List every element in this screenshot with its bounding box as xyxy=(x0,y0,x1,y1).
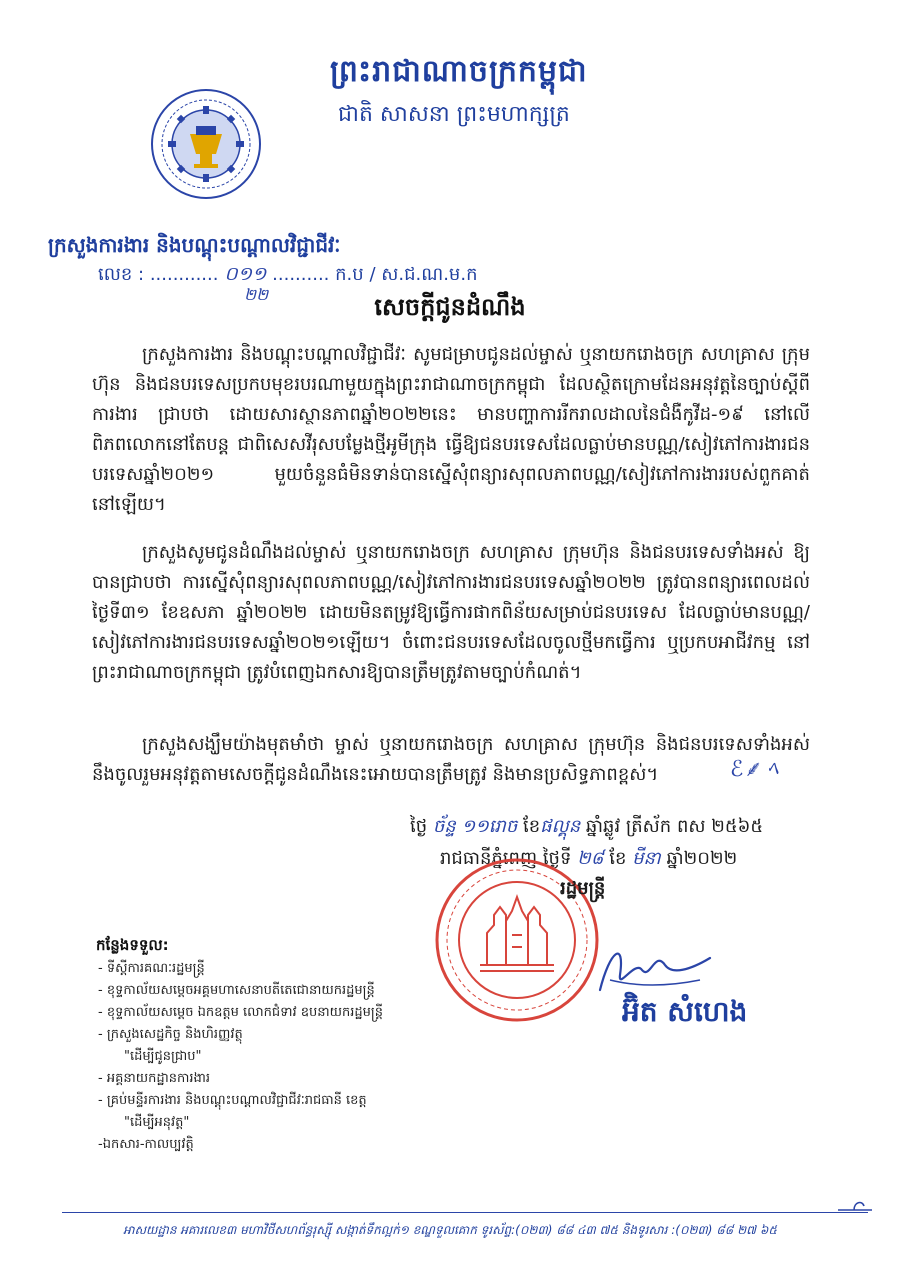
month-label: ខែ xyxy=(523,816,541,837)
lunar-day: ច័ន្ទ ១១រោច xyxy=(432,816,518,837)
recipient-note: "ដើម្បីអនុវត្ត" xyxy=(124,1115,190,1130)
body-paragraph-3: ក្រសួងសង្ឃឹមយ៉ាងមុតមាំថា ម្ចាស់ ឬនាយករោងចក្រ សហគ្រាស ក្រុមហ៊ុន និងជនបរទេសទាំងអស់ នឹងចូលរួមអនុវត្តតាមសេចក្តីជូនដំណឹងនេះអោយបានត្រឹមត្រូវ និងមានប្រសិទ្ធភាពខ្ពស់។ xyxy=(92,734,810,785)
ministry-logo xyxy=(150,88,262,200)
reference-number: ០១១ xyxy=(224,263,267,285)
date-prefix: ថ្ងៃ xyxy=(410,816,428,837)
recipients-title: កន្លែងទទួល: xyxy=(96,936,169,954)
notice-title: សេចក្តីជូនដំណឹង xyxy=(374,293,526,321)
solar-day: ២៨ xyxy=(577,848,604,869)
lunar-year: ឆ្នាំឆ្លូវ ត្រីស័ក ពស ២៥៦៥ xyxy=(585,816,764,837)
minister-title: រដ្ឋមន្ត្រី xyxy=(560,878,606,899)
solar-month: មីនា xyxy=(632,848,661,869)
recipient-note: "ដើម្បីជូនជ្រាប" xyxy=(124,1049,202,1064)
handwritten-initials: ℰ⸙ ﾍ xyxy=(730,757,778,782)
ministry-name: ក្រសួងការងារ និងបណ្តុះបណ្តាលវិជ្ជាជីវៈ xyxy=(48,233,341,257)
recipient-item: - ខុទ្ទកាល័យសម្តេចអគ្គមហាសេនាបតីតេជោនាយករដ្ឋមន្ត្រី xyxy=(98,983,375,998)
recipient-item: - ទីស្តីការគណៈរដ្ឋមន្ត្រី xyxy=(98,961,205,976)
national-motto: ជាតិ សាសនា ព្រះមហាក្សត្រ xyxy=(338,102,570,127)
reference-suffix: / ស.ជ.ណ.ម.ក xyxy=(369,264,478,285)
footer-address: អាសយដ្ឋាន អគារលេខ៣ មហាវិថីសហព័ន្ធរុស្ស៊ី សង្កាត់ទឹកល្អក់១ ខណ្ឌទួលគោក ទូរស័ព្ទ:(០២៣) ៨៨ ៤៣ ៧៥ និងទូរសារ :(០២៣) ៨៨ ២៧ ៦៥ xyxy=(123,1223,777,1237)
recipient-item: - ខុទ្ទកាល័យសម្តេច ឯកឧត្តម លោកជំទាវ ឧបនាយករដ្ឋមន្ត្រី xyxy=(98,1005,384,1020)
recipient-item: - គ្រប់មន្ទីរការងារ និងបណ្តុះបណ្តាលវិជ្ជាជីវៈរាជធានី ខេត្ត xyxy=(98,1093,367,1108)
footer-divider xyxy=(62,1212,868,1213)
recipient-item: - អគ្គនាយកដ្ឋានការងារ xyxy=(98,1071,210,1086)
lunar-date-line xyxy=(410,814,763,841)
signer-name: អ៊ិត សំហេង xyxy=(622,995,748,1028)
solar-year: ឆ្នាំ២០២២ xyxy=(666,848,738,869)
recipient-item: - ក្រសួងសេដ្ឋកិច្ច និងហិរញ្ញវត្ថុ xyxy=(98,1027,243,1042)
body-paragraph-2: ក្រសួងសូមជូនដំណឹងដល់ម្ចាស់ ឬនាយករោងចក្រ សហគ្រាស ក្រុមហ៊ុន និងជនបរទេសទាំងអស់ ឱ្យបានជ្រាបថា ការស្នើសុំពន្យារសុពលភាពបណ្ណ/សៀវភៅការងារជនបរទេសឆ្នាំ២០២២ ត្រូវបានពន្យារពេលដល់ថ្ងៃទី៣១ ខែឧសភា ឆ្នាំ២០២២ ដោយមិនតម្រូវឱ្យធ្វើការផាកពិន័យសម្រាប់ជនបរទេស ដែលធ្លាប់មានបណ្ណ/សៀវភៅការងារជនបរទេសឆ្នាំ២០២១ឡើយ។ ចំពោះជនបរទេសដែលចូលថ្មីមកធ្វើការ ឬប្រកបអាជីវកម្ម នៅព្រះរាជាណាចក្រកម្ពុជា ត្រូវបំពេញឯកសារឱ្យបានត្រឹមត្រូវតាមច្បាប់កំណត់។ xyxy=(92,542,810,683)
kingdom-title: ព្រះរាជាណាចក្រកម្ពុជា xyxy=(330,54,588,89)
body-paragraph-1: ក្រសួងការងារ និងបណ្តុះបណ្តាលវិជ្ជាជីវៈ សូមជម្រាបជូនដល់ម្ចាស់ ឬនាយករោងចក្រ សហគ្រាស ក្រុមហ៊ុន និងជនបរទេសប្រកបមុខរបរណាមួយក្នុងព្រះរាជាណាចក្រកម្ពុជា ដែលស្ថិតក្រោមដែនអនុវត្តនៃច្បាប់ស្តីពីការងារ ជ្រាបថា ដោយសារស្ថានភាពឆ្នាំ២០២២នេះ មានបញ្ហាការរីករាលដាលនៃជំងឺកូវីដ-១៩ នៅលើពិភពលោកនៅតែបន្ត ជាពិសេសវីរុសបម្លែងថ្មីអូមីក្រុង ធ្វើឱ្យជនបរទេសដែលធ្លាប់មានបណ្ណ/សៀវភៅការងារជនបរទេសឆ្នាំ២០២១ មួយចំនួនធំមិនទាន់បានស្នើសុំពន្យារសុពលភាពបណ្ណ/សៀវភៅការងាររបស់ពួកគាត់នៅឡើយ។ xyxy=(92,344,810,515)
reference-year: ២២ xyxy=(244,285,269,304)
reference-line: លេខ : ............ ០១១ .......... ក.ប / ស.ជ.ណ.ម.ក xyxy=(98,263,478,285)
place-and-day-label: រាជធានីភ្នំពេញ ថ្ងៃទី xyxy=(440,848,572,869)
reference-middle: ក.ប xyxy=(335,264,364,285)
recipient-item: -ឯកសារ-កាលប្បវត្តិ xyxy=(98,1137,194,1152)
month-label-2: ខែ xyxy=(609,848,627,869)
reference-label: លេខ : xyxy=(98,264,145,285)
recipients-list xyxy=(98,958,438,1156)
lunar-month: ផល្គុន xyxy=(540,816,581,837)
